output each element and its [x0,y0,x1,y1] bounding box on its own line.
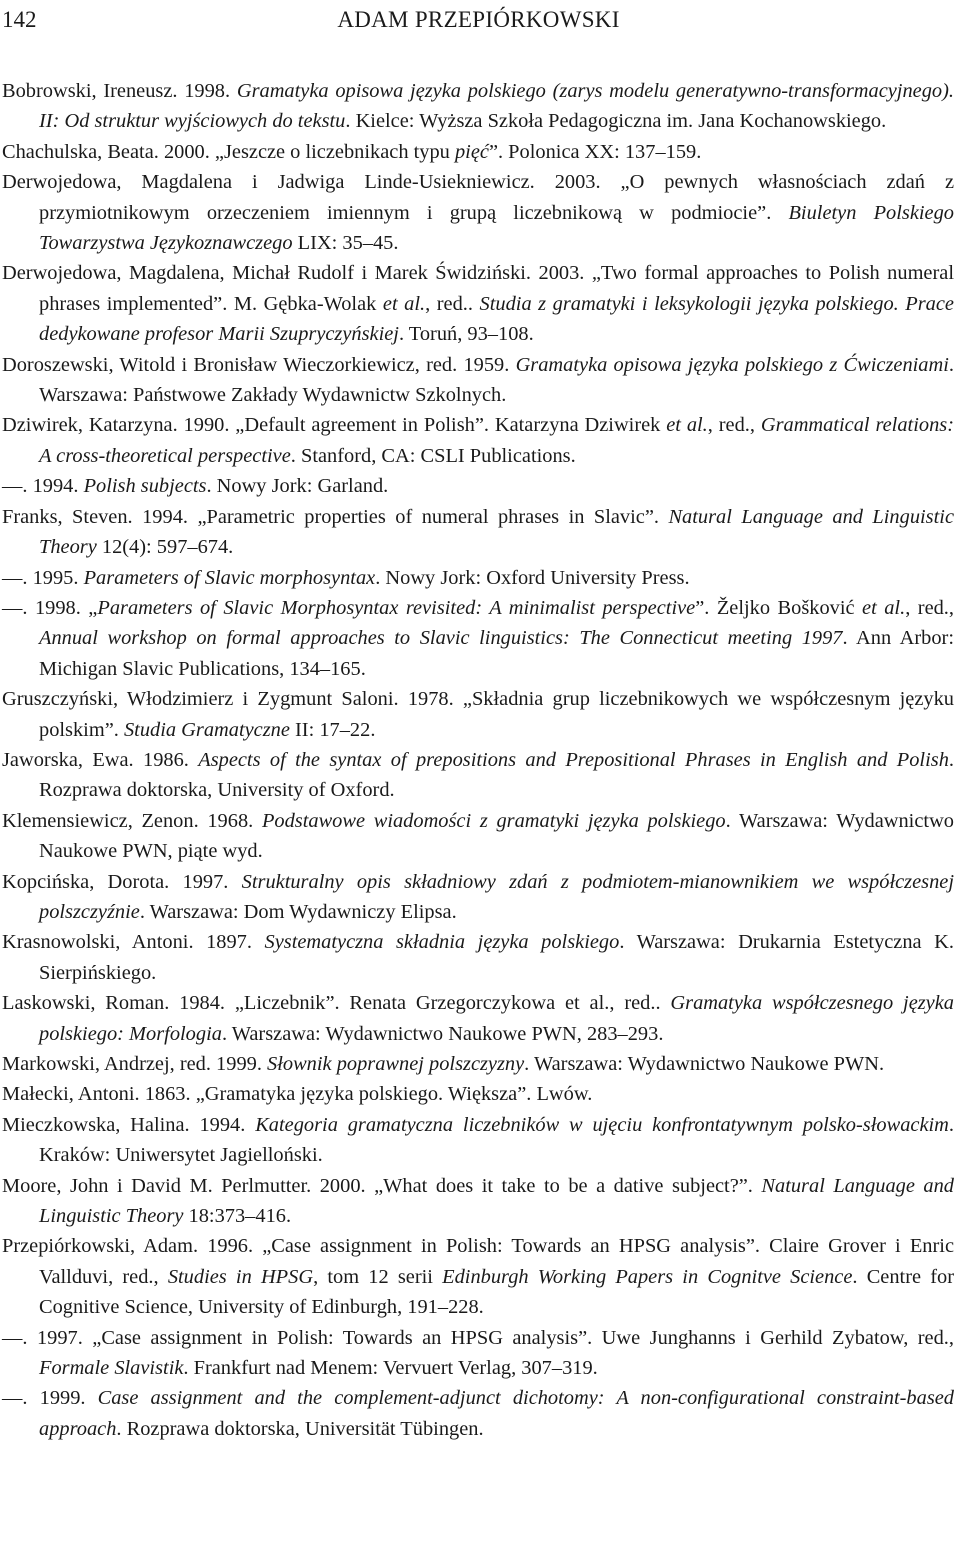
reference-text: —. 1994. [2,475,84,498]
reference-title-italic: Słownik poprawnej polszczyzny [267,1053,525,1075]
reference-text: , red., [707,414,761,437]
reference-entry [2,167,954,258]
reference-text: Klemensiewicz, Zenon. 1968. [2,809,262,832]
reference-title-italic: Natural Language and Linguistic Theory [39,505,954,559]
running-head: ADAM PRZEPIÓRKOWSKI [337,7,620,32]
reference-text: . Warszawa: Wydawnictwo Naukowe PWN, piąte wyd. [39,809,954,863]
reference-entry [2,1231,954,1322]
reference-title-italic: Parameters of Slavic morphosyntax [83,566,376,589]
reference-text: 12(4): 597–674. [96,536,234,559]
reference-text: . Frankfurt nad Menem: Vervuert Verlag, 307–319. [183,1357,598,1380]
reference-title-italic: et al. [382,292,426,315]
reference-title-italic: Formale Slavistik [39,1357,184,1380]
reference-title-italic: Annual workshop on formal approaches to Slavic linguistics: The Connecticut meeting 1997 [39,627,843,650]
reference-title-italic: et al. [666,414,708,437]
reference-entry [2,1323,954,1384]
reference-text: . Kraków: Uniwersytet Jagielloński. [39,1113,954,1167]
reference-text: Krasnowolski, Antoni. 1897. [2,931,265,954]
reference-title-italic: Kategoria gramatyczna liczebników w ujęciu konfrontatywnym polsko-słowackim [255,1113,949,1136]
reference-entry [2,806,954,867]
reference-text: . Warszawa: Drukarnia Estetyczna K. Sierpińskiego. [39,931,954,984]
reference-entry [2,988,954,1049]
reference-entry [2,867,954,928]
reference-text: ”. Željko Bošković [695,596,863,619]
reference-title-italic: Gramatyka opisowa języka polskiego (zarys modelu generatywno-transformacyjnego). II: Od struktur wyjściowych do tekstu [39,80,954,133]
reference-text: Derwojedowa, Magdalena, Michał Rudolf i Marek Świdziński. 2003. „Two formal approaches to Polish numeral phrases implemented”. M. Gębka-Wolak [2,262,954,315]
reference-text: . Ann Arbor: Michigan Slavic Publications, 134–165. [39,627,954,680]
reference-text: Gruszczyński, Włodzimierz i Zygmunt Saloni. 1978. „Składnia grup liczebnikowych we współczesnym języku polskim”. [2,688,954,741]
reference-text: . Nowy Jork: Garland. [206,475,389,498]
reference-text: Franks, Steven. 1994. „Parametric properties of numeral phrases in Slavic”. [2,505,669,528]
reference-text: II: 17–22. [289,718,376,741]
reference-title-italic: Aspects of the syntax of prepositions and Prepositional Phrases in English and Polish [198,748,949,771]
reference-title-italic: Edinburgh Working Papers in Cognitve Science [442,1265,853,1288]
reference-entry [2,1079,954,1109]
page-header [2,4,955,36]
reference-text: Moore, John i David M. Perlmutter. 2000. „What does it take to be a dative subject?”. [2,1174,762,1197]
reference-title-italic: Studies in HPSG [167,1265,314,1288]
reference-text: Chachulska, Beata. 2000. „Jeszcze o liczebnikach typu [2,140,455,163]
reference-entry [2,76,954,137]
reference-text: Doroszewski, Witold i Bronisław Wieczorkiewicz, red. 1959. [2,353,516,376]
reference-entry [2,1110,954,1171]
reference-title-italic: Gramatyka opisowa języka polskiego z Ćwiczeniami [515,353,949,376]
reference-text: ”. Polonica XX: 137–159. [488,140,702,163]
reference-entry [2,1383,954,1444]
reference-text: . Warszawa: Państwowe Zakłady Wydawnictw Szkolnych. [39,353,954,407]
reference-text: . Toruń, 93–108. [398,323,534,346]
reference-title-italic: Gramatyka współczesnego języka polskiego: Morfologia [39,992,954,1045]
reference-entry [2,350,954,411]
reference-entry [2,927,954,988]
reference-text: Kopcińska, Dorota. 1997. [2,870,242,893]
reference-entry [2,137,954,167]
reference-text: . Nowy Jork: Oxford University Press. [375,566,690,589]
reference-text: Mieczkowska, Halina. 1994. [2,1113,256,1136]
reference-title-italic: Grammatical relations: A cross-theoretical perspective [39,414,954,467]
reference-entry [2,593,954,684]
reference-title-italic: Natural Language and Linguistic Theory [39,1174,955,1228]
reference-text: Derwojedowa, Magdalena i Jadwiga Linde-Usiekniewicz. 2003. „O pewnych własnościach zdań z przymiotnikowym orzeczeniem imiennym i grupą liczebnikową w podmiocie”. [2,171,954,224]
reference-text: , red.. [425,292,480,315]
reference-text: . Warszawa: Wydawnictwo Naukowe PWN. [524,1053,885,1075]
reference-text: —. 1998. „ [2,596,98,619]
reference-title-italic: Studia z gramatyki i leksykologii języka polskiego. Prace dedykowane profesor Marii Szupryczyńskiej [39,292,954,346]
reference-title-italic: Podstawowe wiadomości z gramatyki języka polskiego [261,809,726,832]
reference-text: 18:373–416. [183,1205,292,1228]
reference-entry [2,684,954,745]
reference-text: . Warszawa: Wydawnictwo Naukowe PWN, 283–293. [221,1022,664,1045]
reference-text: LIX: 35–45. [292,232,399,255]
reference-text: Bobrowski, Ireneusz. 1998. [2,80,237,102]
reference-text: Jaworska, Ewa. 1986. [2,748,199,771]
reference-text: . Warszawa: Dom Wydawniczy Elipsa. [139,900,457,923]
reference-text: . Kielce: Wyższa Szkoła Pedagogiczna im. Jana Kochanowskiego. [345,110,887,133]
reference-text: . Centre for Cognitive Science, University of Edinburgh, 191–228. [39,1265,955,1319]
reference-text: . Rozprawa doktorska, University of Oxford. [39,748,954,802]
reference-text: Małecki, Antoni. 1863. „Gramatyka języka polskiego. Większa”. Lwów. [2,1083,593,1106]
reference-title-italic: Systematyczna składnia języka polskiego [264,931,620,954]
reference-title-italic: Parameters of Slavic Morphosyntax revisited: A minimalist perspective [97,596,696,619]
reference-entry [2,563,954,593]
reference-list [2,76,954,1444]
page-number: 142 [2,7,37,32]
reference-title-italic: Biuletyn Polskiego Towarzystwa Językoznawczego [39,201,954,255]
reference-text: —. 1997. „Case assignment in Polish: Towards an HPSG analysis”. Uwe Junghanns i Gerhild Zybatow, red., [2,1326,954,1349]
reference-title-italic: Studia Gramatyczne [123,718,290,741]
reference-entry [2,1049,954,1079]
reference-title-italic: pięć [454,140,489,163]
reference-text: —. 1995. [2,566,84,589]
reference-title-italic: Polish subjects [83,475,207,498]
reference-text: , tom 12 serii [313,1265,443,1288]
reference-text: . Rozprawa doktorska, Universität Tübingen. [116,1417,484,1440]
reference-text: . Stanford, CA: CSLI Publications. [290,444,576,467]
reference-entry [2,471,954,501]
reference-entry [2,502,954,563]
reference-text: —. 1999. [2,1387,98,1410]
reference-title-italic: Case assignment and the complement-adjunct dichotomy: A non-configurational constraint-based approach [39,1387,954,1440]
reference-text: Dziwirek, Katarzyna. 1990. „Default agreement in Polish”. Katarzyna Dziwirek [2,414,667,437]
reference-entry [2,410,954,471]
reference-text: Laskowski, Roman. 1984. „Liczebnik”. Renata Grzegorczykowa et al., red.. [2,992,671,1015]
reference-text: , red., [905,596,955,619]
reference-title-italic: Strukturalny opis składniowy zdań z podmiotem-mianownikiem we współczesnej polszczyźnie [39,870,954,923]
reference-text: Przepiórkowski, Adam. 1996. „Case assignment in Polish: Towards an HPSG analysis”. Claire Grover i Enric Vallduvi, red., [2,1235,954,1288]
reference-entry [2,258,954,349]
reference-text: Markowski, Andrzej, red. 1999. [2,1053,268,1075]
reference-title-italic: et al. [862,596,906,619]
reference-entry [2,745,954,806]
reference-entry [2,1171,954,1232]
